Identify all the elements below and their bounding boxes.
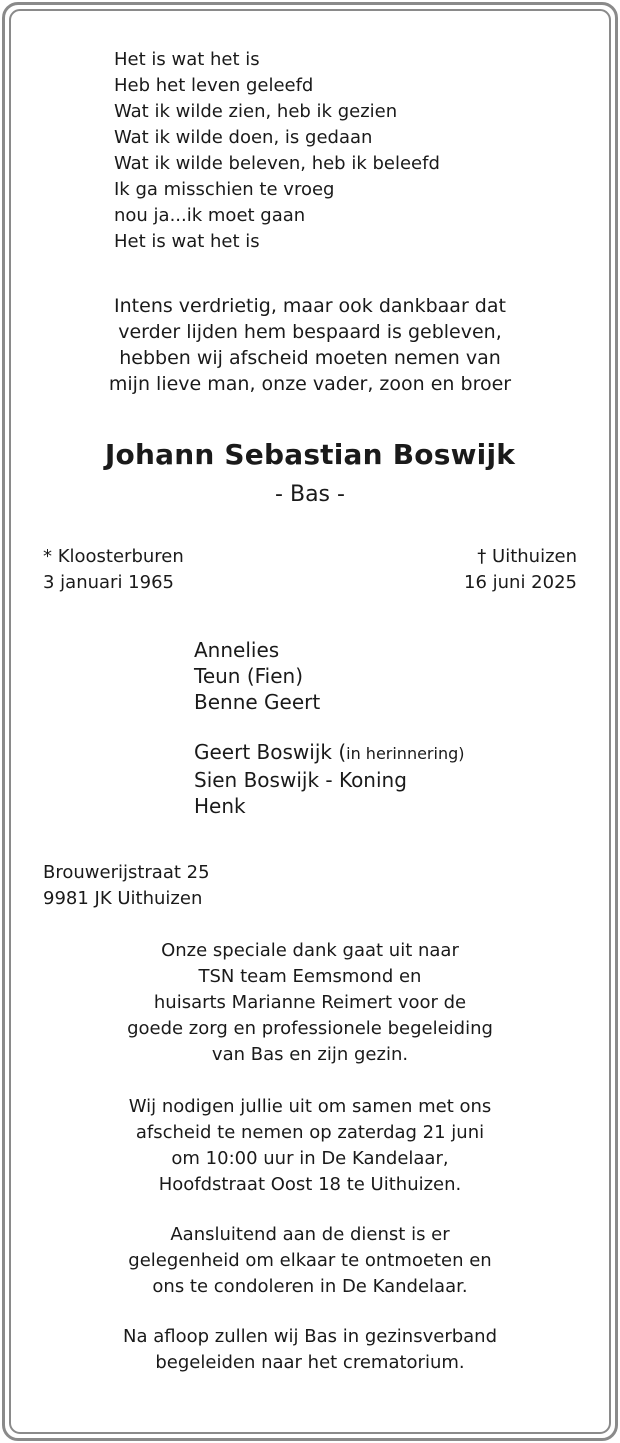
thanks-line: goede zorg en professionele begeleiding [127,1018,493,1039]
condolence-line: Aansluitend aan de dienst is er [170,1224,450,1245]
invitation-line: afscheid te nemen op zaterdag 21 juni [135,1122,485,1143]
memorial-note: in herinnering) [346,744,465,763]
thanks-line: van Bas en zijn gezin. [211,1044,409,1065]
family-member-name: Geert Boswijk ( [194,740,347,764]
deceased-nickname: - Bas - [275,482,345,507]
closing-paragraph [20,1324,600,1376]
poem-line: nou ja...ik moet gaan [114,205,306,226]
death-info [464,544,577,596]
invitation-paragraph [20,1094,600,1198]
thanks-paragraph [20,938,600,1068]
poem [114,47,440,255]
poem-line: Wat ik wilde doen, is gedaan [114,127,373,148]
invitation-line: Wij nodigen jullie uit om samen met ons [128,1096,492,1117]
family-member: Sien Boswijk - Koning [194,768,407,792]
birth-info [43,544,184,596]
family-group-2 [194,739,465,819]
family-member: Annelies [194,638,280,662]
poem-line: Wat ik wilde zien, heb ik gezien [114,101,398,122]
intro-text [20,293,600,397]
deceased-name: Johann Sebastian Boswijk [104,438,516,471]
birth-place: * Kloosterburen [43,546,184,567]
poem-line: Heb het leven geleefd [114,75,314,96]
family-member [194,739,465,767]
closing-line: Na afloop zullen wij Bas in gezinsverband [122,1326,498,1347]
family-member: Henk [194,794,246,818]
poem-line: Het is wat het is [114,231,260,252]
death-place: † Uithuizen [477,546,577,567]
poem-line: Wat ik wilde beleven, heb ik beleefd [114,153,440,174]
death-date: 16 juni 2025 [464,572,577,593]
condolence-line: gelegenheid om elkaar te ontmoeten en [128,1250,492,1271]
intro-line: hebben wij afscheid moeten nemen van [119,347,501,369]
invitation-line: Hoofdstraat Oost 18 te Uithuizen. [158,1174,462,1195]
address-city: 9981 JK Uithuizen [43,888,203,909]
invitation-line: om 10:00 uur in De Kandelaar, [171,1148,449,1169]
thanks-line: huisarts Marianne Reimert voor de [153,992,467,1013]
family-group-1 [194,637,320,715]
family-member: Benne Geert [194,690,321,714]
condolence-paragraph [20,1222,600,1300]
birth-date: 3 januari 1965 [43,572,174,593]
address [43,860,210,912]
intro-line: Intens verdrietig, maar ook dankbaar dat [114,295,506,317]
poem-line: Het is wat het is [114,49,260,70]
thanks-line: Onze speciale dank gaat uit naar [161,940,459,961]
family-member: Teun (Fien) [194,664,304,688]
intro-line: mijn lieve man, onze vader, zoon en broer [108,373,512,395]
closing-line: begeleiden naar het crematorium. [155,1352,465,1373]
thanks-line: TSN team Eemsmond en [198,966,422,987]
address-street: Brouwerijstraat 25 [43,862,210,883]
condolence-line: ons te condoleren in De Kandelaar. [152,1276,468,1297]
intro-line: verder lijden hem bespaard is gebleven, [118,321,502,343]
poem-line: Ik ga misschien te vroeg [114,179,335,200]
